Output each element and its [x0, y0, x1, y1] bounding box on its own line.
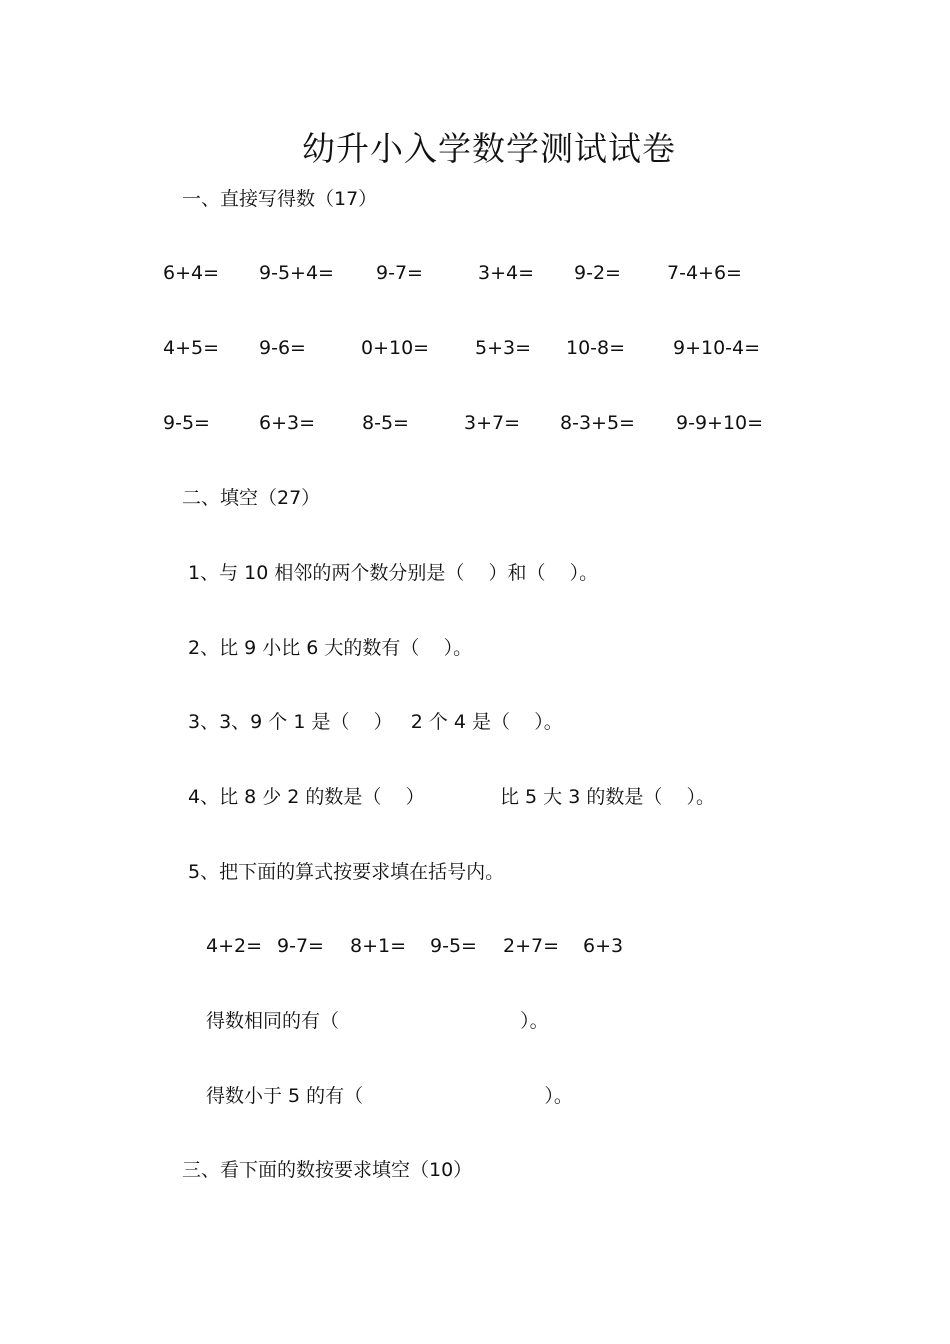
q5-expression: 9-7=: [277, 935, 324, 957]
question-4-part-b: 比 5 大 3 的数是（ ）。: [500, 786, 715, 808]
question-5: 5、把下面的算式按要求填在括号内。: [188, 861, 505, 883]
equation: 9-6=: [259, 337, 306, 359]
equation: 9+10-4=: [673, 337, 761, 359]
section3-heading: 三、看下面的数按要求填空（10）: [182, 1159, 473, 1181]
question-1: 1、与 10 相邻的两个数分别是（ ）和（ ）。: [188, 562, 599, 584]
equation: 9-7=: [376, 262, 423, 284]
blank-same-result: 得数相同的有（ ）。: [206, 1010, 549, 1032]
question-2: 2、比 9 小比 6 大的数有（ ）。: [188, 637, 473, 659]
q5-expression: 4+2=: [206, 935, 263, 957]
equation: 6+3=: [259, 412, 316, 434]
equation: 5+3=: [475, 337, 532, 359]
equation: 4+5=: [163, 337, 220, 359]
section1-heading: 一、直接写得数（17）: [182, 188, 378, 210]
equation: 8-3+5=: [560, 412, 635, 434]
question-4-part-a: 4、比 8 少 2 的数是（ ）: [188, 786, 425, 808]
q5-expression: 9-5=: [430, 935, 477, 957]
blank-less-than-5: 得数小于 5 的有（ ）。: [206, 1085, 573, 1107]
equation: 10-8=: [566, 337, 626, 359]
equation: 7-4+6=: [667, 262, 742, 284]
q5-expression: 8+1=: [350, 935, 407, 957]
equation: 3+7=: [464, 412, 521, 434]
equation: 9-5+4=: [259, 262, 334, 284]
q5-expression: 6+3: [583, 935, 624, 957]
equation: 9-2=: [574, 262, 621, 284]
equation: 6+4=: [163, 262, 220, 284]
equation: 8-5=: [362, 412, 409, 434]
equation: 3+4=: [478, 262, 535, 284]
equation: 9-9+10=: [676, 412, 764, 434]
page-title: 幼升小入学数学测试试卷: [302, 129, 676, 168]
section2-heading: 二、填空（27）: [182, 487, 321, 509]
equation: 0+10=: [361, 337, 430, 359]
q5-expression: 2+7=: [503, 935, 560, 957]
equation: 9-5=: [163, 412, 210, 434]
question-3: 3、3、9 个 1 是（ ） 2 个 4 是（ ）。: [188, 711, 563, 733]
